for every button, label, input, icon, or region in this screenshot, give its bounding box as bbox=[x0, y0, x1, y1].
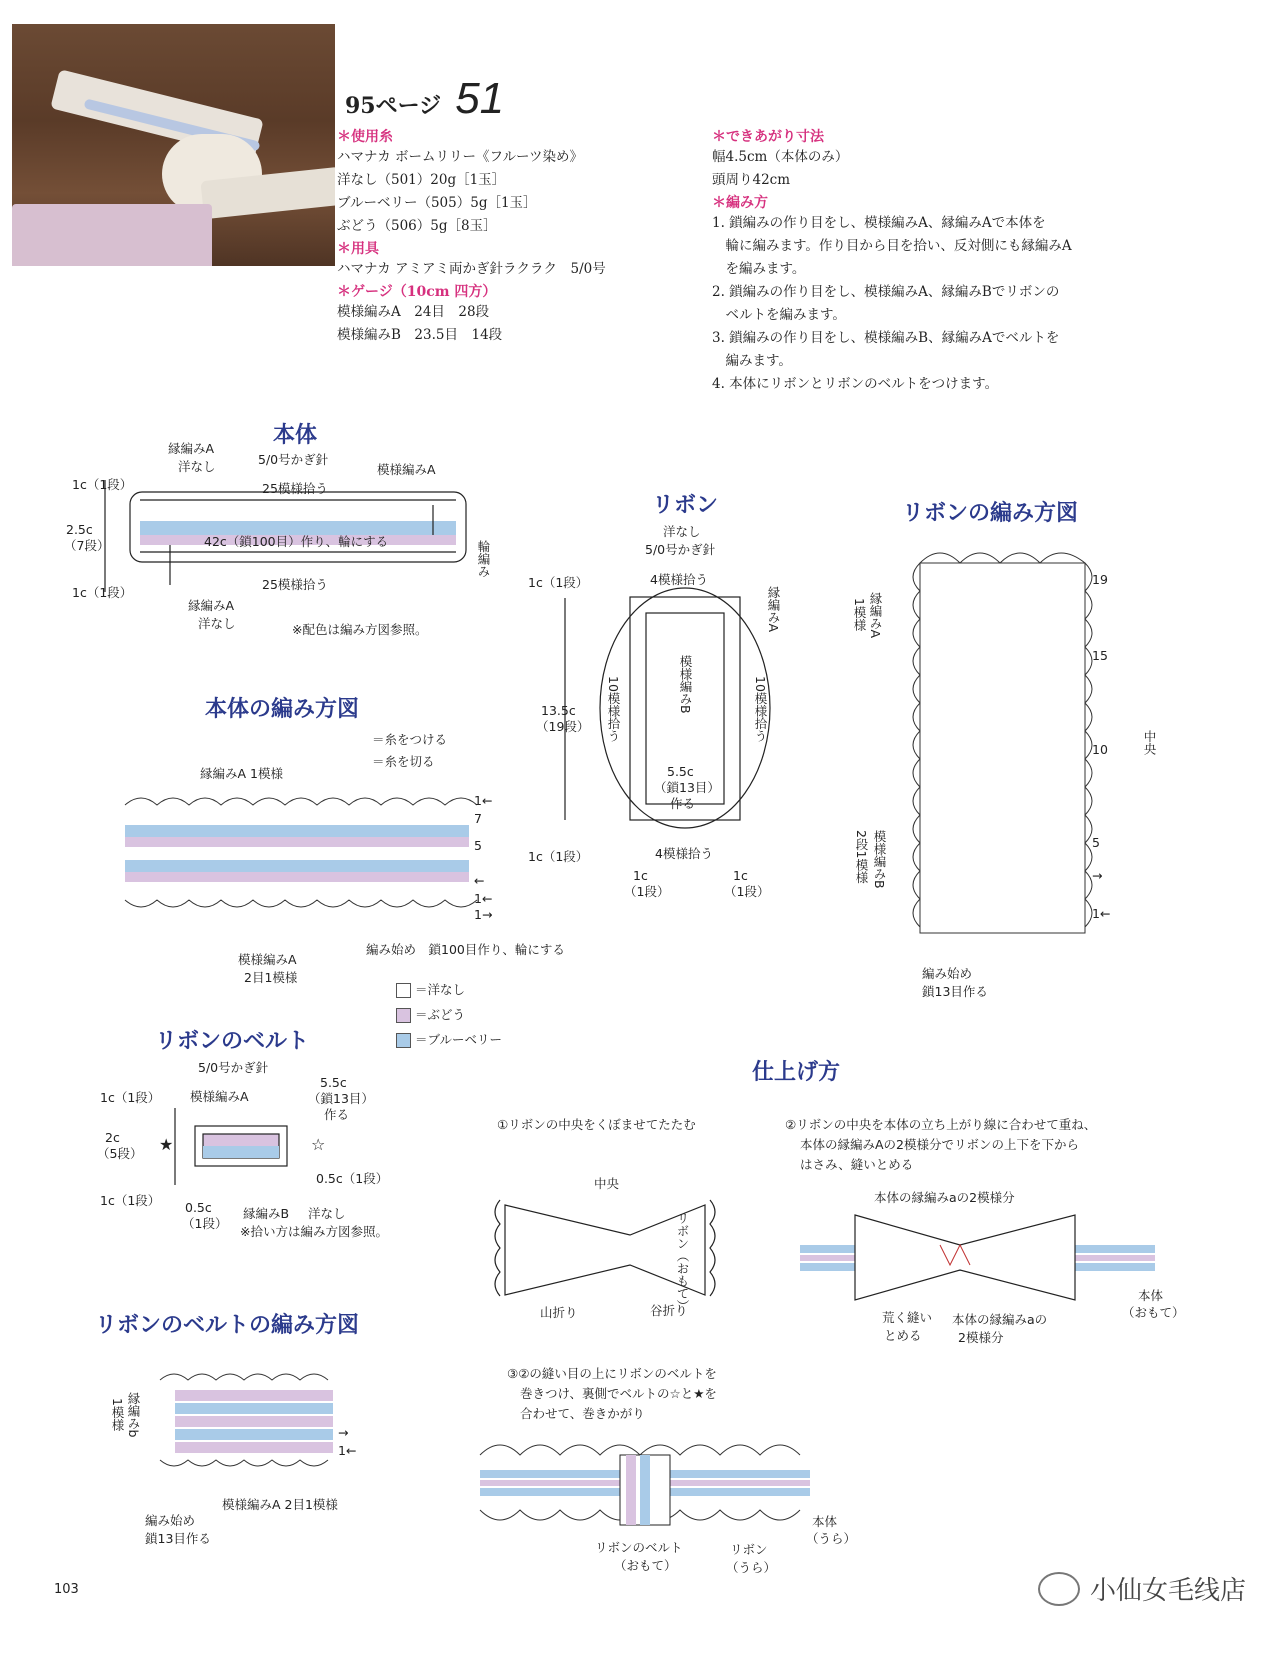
step1-valley: 谷折り bbox=[650, 1303, 688, 1318]
step3-body2: （うら） bbox=[806, 1531, 857, 1546]
belt-needle: 5/0号かぎ針 bbox=[198, 1060, 269, 1075]
body-edge-top: 縁編みA bbox=[168, 441, 215, 456]
step2-edge: 本体の縁編みaの2模様分 bbox=[874, 1190, 1015, 1205]
body-chart-start: 編み始め 鎖100目作り、輪にする bbox=[366, 942, 565, 957]
legend-blueberry: ＝ブルーベリー bbox=[396, 1032, 502, 1048]
body-pick25-bottom: 25模様拾う bbox=[262, 577, 328, 592]
body-pear-top: 洋なし bbox=[178, 459, 216, 474]
row-1: 1← bbox=[474, 793, 493, 808]
step3-line3: 合わせて、巻きかがり bbox=[520, 1406, 645, 1421]
belt-make: 作る bbox=[324, 1107, 350, 1122]
ribbon-row-15: 15 bbox=[1092, 648, 1108, 663]
belt-mid-rows: （5段） bbox=[97, 1146, 143, 1161]
belt-bottom-side: 0.5c bbox=[185, 1200, 212, 1215]
step3-belt: リボンのベルト bbox=[595, 1540, 683, 1555]
ribbon-pick4-bottom: 4模様拾う bbox=[655, 846, 713, 861]
belt-edge-b: 縁編みB bbox=[243, 1206, 290, 1221]
body-ring-label: 輪編み bbox=[476, 540, 491, 578]
body-height-rows: （7段） bbox=[64, 538, 110, 553]
step3-body: 本体 bbox=[812, 1514, 838, 1529]
legend-pear: ＝洋なし bbox=[396, 982, 465, 998]
gauge-title: ＊ゲージ（10cm 四方） bbox=[337, 284, 497, 300]
ribbon-br1: 1c bbox=[733, 868, 748, 883]
how-line: 4. 本体にリボンとリボンのベルトをつけます。 bbox=[712, 376, 999, 392]
ribbon-chart-frame bbox=[913, 553, 1092, 933]
step2-line3: はさみ、縫いとめる bbox=[800, 1157, 914, 1172]
ribbon-width: 5.5c bbox=[667, 764, 694, 779]
step3-line2: 巻きつけ、裏側でベルトの☆と★を bbox=[520, 1386, 717, 1401]
ribbon-row-19: 19 bbox=[1092, 572, 1108, 587]
belt-chart-edge-mod: 1模様 bbox=[110, 1398, 125, 1431]
how-line: 1. 鎖編みの作り目をし、模様編みA、縁編みAで本体を bbox=[712, 215, 1046, 231]
pattern-number: 51 bbox=[455, 74, 505, 123]
belt-white-star: ☆ bbox=[311, 1135, 326, 1154]
ribbon-br2: （1段） bbox=[724, 884, 770, 899]
ribbon-chain: （鎖13目） bbox=[654, 780, 720, 795]
gauge-line: 模様編みB 23.5目 14段 bbox=[337, 327, 503, 343]
belt-chain: （鎖13目） bbox=[308, 1091, 374, 1106]
body-row1-bottom: 1c（1段） bbox=[72, 585, 133, 600]
step3-ribbon2: （うら） bbox=[726, 1560, 777, 1575]
step2-body: 本体 bbox=[1138, 1288, 1164, 1303]
ribbon-edge-a: 縁編みA bbox=[766, 586, 781, 633]
gauge-line: 模様編みA 24目 28段 bbox=[337, 304, 490, 320]
belt-chart-start2: 鎖13目作る bbox=[145, 1531, 211, 1546]
belt-mid: 2c bbox=[105, 1130, 120, 1145]
ribbon-bottom-row: 1c（1段） bbox=[528, 849, 589, 864]
ribbon-chart-start: 編み始め bbox=[922, 966, 973, 981]
ribbon-chart-edge-mod: 1模様 bbox=[852, 598, 867, 631]
belt-top: 1c（1段） bbox=[100, 1090, 161, 1105]
belt-yarn: 洋なし bbox=[308, 1206, 346, 1221]
step3-line1: ③②の縫い目の上にリボンのベルトを bbox=[507, 1366, 717, 1381]
ribbon-bl2: （1段） bbox=[624, 884, 670, 899]
ribbon-row-5: 5 bbox=[1092, 835, 1100, 850]
belt-chart-bands bbox=[160, 1374, 333, 1466]
ribbon-make: 作る bbox=[670, 796, 696, 811]
step2-body2: （おもて） bbox=[1122, 1305, 1185, 1320]
swatch-grape bbox=[396, 1008, 411, 1023]
body-row1-top: 1c（1段） bbox=[72, 477, 133, 492]
ribbon-row-10: 10 bbox=[1092, 742, 1108, 757]
how-line: 輪に編みます。作り目から目を拾い、反対側にも縁編みA bbox=[712, 238, 1072, 254]
ribbon-pattern-b: 模様編みB bbox=[678, 655, 693, 714]
body-chart-pattern2: 2目1模様 bbox=[244, 970, 298, 985]
ribbon-chart-pb: 模様編みB bbox=[872, 830, 887, 889]
yarn-line: ハマナカ ボームリリー《フルーツ染め》 bbox=[337, 149, 583, 165]
ribbon-pick4-top: 4模様拾う bbox=[650, 572, 708, 587]
tool-line: ハマナカ アミアミ両かぎ針ラクラク 5/0号 bbox=[337, 261, 606, 277]
ribbon-title: リボン bbox=[652, 493, 719, 518]
ribbon-top-row: 1c（1段） bbox=[528, 575, 589, 590]
ribbon-pick10-left: 10模様拾う bbox=[606, 676, 621, 742]
step2-line1: ②リボンの中央を本体の立ち上がり線に合わせて重ね、 bbox=[785, 1117, 1097, 1132]
row-1b: 1← bbox=[474, 891, 493, 906]
belt-black-star: ★ bbox=[159, 1135, 174, 1154]
ribbon-yarn: 洋なし bbox=[663, 524, 701, 539]
ribbon-chart-start2: 鎖13目作る bbox=[922, 984, 988, 999]
belt-chart-edge: 縁編みb bbox=[126, 1392, 141, 1438]
step3-ribbon: リボン bbox=[730, 1542, 768, 1557]
step2-rough2: とめる bbox=[884, 1328, 922, 1343]
how-line: 3. 鎖編みの作り目をし、模様編みB、縁編みAでベルトを bbox=[712, 330, 1060, 346]
body-chart-pattern: 模様編みA bbox=[238, 952, 297, 967]
ribbon-needle: 5/0号かぎ針 bbox=[645, 542, 716, 557]
yarn-line: 洋なし（501）20g［1玉］ bbox=[337, 172, 506, 188]
ribbon-center: 中央 bbox=[1142, 730, 1157, 755]
body-pear-bottom: 洋なし bbox=[198, 616, 236, 631]
size-line: 頭周り42cm bbox=[712, 172, 791, 188]
how-line: 編みます。 bbox=[712, 353, 792, 369]
swatch-pear bbox=[396, 983, 411, 998]
row-7: 7 bbox=[474, 811, 482, 826]
step2-edge2b: 本体の縁編みaの bbox=[952, 1312, 1048, 1327]
body-chart-title: 本体の編み方図 bbox=[205, 697, 360, 722]
belt-schematic bbox=[175, 1108, 287, 1185]
row-arrow: ← bbox=[474, 873, 485, 888]
belt-chart-arrow: → bbox=[338, 1425, 349, 1440]
ribbon-height: 13.5c bbox=[541, 703, 576, 718]
size-title: ＊できあがり寸法 bbox=[712, 129, 824, 145]
yarn-title: ＊使用糸 bbox=[337, 129, 393, 145]
legend-attach: ＝糸をつける bbox=[372, 732, 448, 747]
ribbon-row-1: 1← bbox=[1092, 906, 1111, 921]
belt-width: 5.5c bbox=[320, 1075, 347, 1090]
belt-chart-start: 編み始め bbox=[145, 1513, 196, 1528]
belt-chart-title: リボンのベルトの編み方図 bbox=[95, 1313, 360, 1338]
body-height: 2.5c bbox=[66, 522, 93, 537]
body-title: 本体 bbox=[273, 423, 318, 448]
size-line: 幅4.5cm（本体のみ） bbox=[712, 149, 849, 165]
belt-chart-pattern: 模様編みA 2目1模様 bbox=[222, 1497, 338, 1512]
ribbon-height-rows: （19段） bbox=[536, 719, 590, 734]
belt-bottom: 1c（1段） bbox=[100, 1193, 161, 1208]
legend-grape: ＝ぶどう bbox=[396, 1007, 465, 1023]
bow-step3 bbox=[480, 1445, 810, 1525]
body-pattern-a: 模様編みA bbox=[377, 462, 436, 477]
ribbon-chart-title: リボンの編み方図 bbox=[902, 501, 1079, 526]
belt-bottom-side2: （1段） bbox=[182, 1216, 228, 1231]
step1-ribbon-front: リボン（おもて） bbox=[675, 1212, 690, 1312]
belt-title: リボンのベルト bbox=[155, 1029, 310, 1054]
watermark-text: 小仙女毛线店 bbox=[1089, 1576, 1246, 1606]
ribbon-bl1: 1c bbox=[633, 868, 648, 883]
body-center-chain: 42c（鎖100目）作り、輪にする bbox=[204, 534, 389, 549]
body-needle: 5/0号かぎ針 bbox=[258, 452, 329, 467]
tool-title: ＊用具 bbox=[337, 241, 379, 257]
ribbon-arrow: → bbox=[1092, 868, 1103, 883]
body-note: ※配色は編み方図参照。 bbox=[292, 622, 428, 637]
page-reference: 95ページ bbox=[345, 93, 442, 119]
body-pick25-top: 25模様拾う bbox=[262, 481, 328, 496]
step2-rough: 荒く縫い bbox=[882, 1310, 933, 1325]
watermark bbox=[1038, 1570, 1246, 1607]
step3-belt2: （おもて） bbox=[614, 1558, 677, 1573]
finishing-title: 仕上げ方 bbox=[752, 1060, 841, 1085]
how-line: 2. 鎖編みの作り目をし、模様編みA、縁編みBでリボンの bbox=[712, 284, 1060, 300]
page-number: 103 bbox=[54, 1582, 79, 1597]
row-5: 5 bbox=[474, 838, 482, 853]
ribbon-chart-edge: 縁編みA bbox=[868, 592, 883, 639]
row-1c: 1→ bbox=[474, 907, 493, 922]
step1-center: 中央 bbox=[594, 1176, 620, 1191]
bow-step2 bbox=[800, 1215, 1155, 1300]
body-edge-bottom: 縁編みA bbox=[188, 598, 235, 613]
belt-note: ※拾い方は編み方図参照。 bbox=[240, 1224, 388, 1239]
wechat-icon bbox=[1038, 1572, 1080, 1606]
ribbon-pick10-right: 10模様拾う bbox=[753, 676, 768, 742]
belt-chart-row1: 1← bbox=[338, 1443, 357, 1458]
step2-edge2c: 2模様分 bbox=[958, 1330, 1004, 1345]
step1-mountain: 山折り bbox=[540, 1305, 578, 1320]
how-line: を編みます。 bbox=[712, 261, 806, 277]
yarn-line: ぶどう（506）5g［8玉］ bbox=[337, 218, 497, 234]
body-chart-edge: 縁編みA 1模様 bbox=[200, 766, 283, 781]
how-line: ベルトを編みます。 bbox=[712, 307, 846, 323]
step1-text: ①リボンの中央をくぼませてたたむ bbox=[497, 1117, 696, 1132]
yarn-line: ブルーベリー（505）5g［1玉］ bbox=[337, 195, 537, 211]
step2-line2: 本体の縁編みAの2模様分でリボンの上下を下から bbox=[800, 1137, 1080, 1152]
legend-cut: ＝糸を切る bbox=[372, 754, 435, 769]
how-title: ＊編み方 bbox=[712, 195, 768, 211]
belt-side: 0.5c（1段） bbox=[316, 1171, 389, 1186]
belt-pattern: 模様編みA bbox=[190, 1089, 249, 1104]
swatch-blueberry bbox=[396, 1033, 411, 1048]
ribbon-chart-pb-mod: 2段1模様 bbox=[854, 830, 869, 884]
body-chart-bands bbox=[125, 798, 477, 907]
